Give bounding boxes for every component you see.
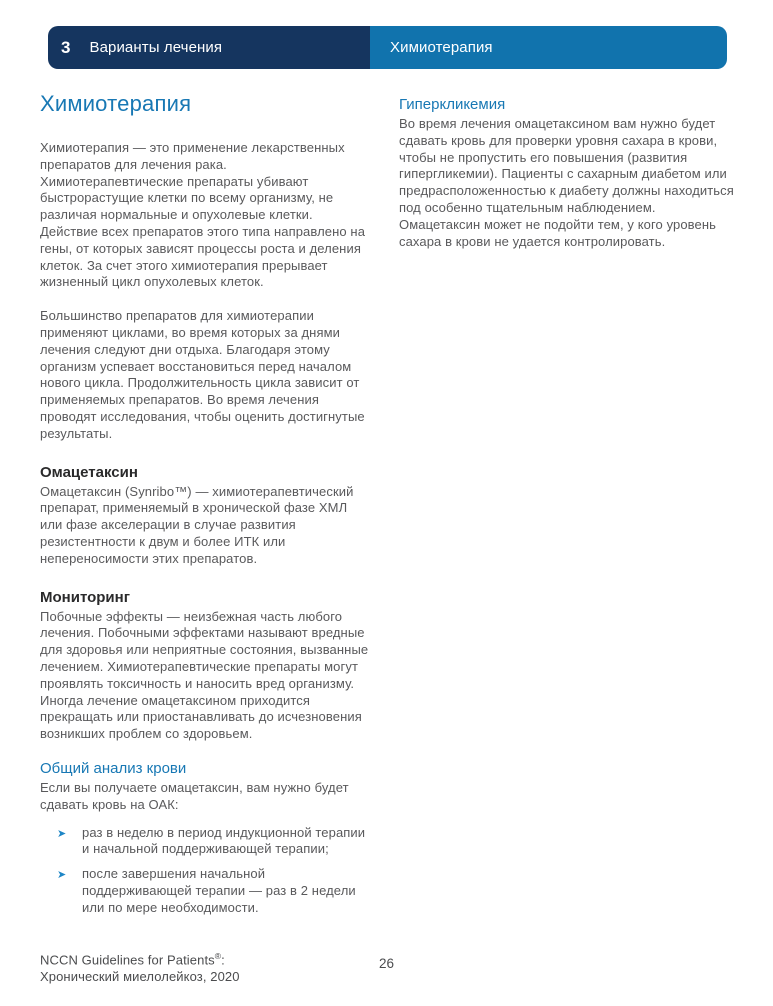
registered-trademark-symbol: ® xyxy=(214,951,222,961)
footer-publication-colon: : xyxy=(221,952,225,968)
footer-subtitle: Хронический миелолейкоз, 2020 xyxy=(40,969,240,985)
list-item xyxy=(57,866,372,916)
hyperglycemia-body: Во время лечения омацетаксином вам нужно будет сдавать кровь для проверки уровня сахара в крови, чтобы не пропустить его повышения (развития гипергликемии). Пациенты с сахарным диабетом или предрасположенностью к диабету должны находиться под особенно тщательным наблюдением. Омацетаксин может не подойти тем, у кого уровень сахара в крови не удается контролировать. xyxy=(399,116,734,249)
chapter-title: Варианты лечения xyxy=(89,39,223,56)
subheading-cbc: Общий анализ крови xyxy=(40,759,187,777)
bullet-arrow-icon: ➤ xyxy=(57,869,67,882)
section-title: Химиотерапия xyxy=(390,39,493,56)
section-body-omacetaxine: Омацетаксин (Synribo™) — химиотерапевтический препарат, применяемый в хронической фазе ХМЛ или фазе акселерации в случае развития резистентности к двум и более ИТК или непереносимости этих препаратов. xyxy=(40,483,354,566)
list-item xyxy=(57,825,372,859)
bullet-arrow-icon: ➤ xyxy=(57,827,67,840)
cbc-bullet-list xyxy=(40,825,372,917)
intro-paragraph-2: Большинство препаратов для химиотерапии применяют циклами, во время которых за днями лечения следуют дни отдыха. Благодаря этому организм успевает восстановиться перед началом нового цикла. Продолжительность цикла зависит от применяемых препаратов. Во время лечения проводят исследования, чтобы оценить достигнутые результаты. xyxy=(40,308,365,441)
chapter-header-bar xyxy=(48,26,727,69)
subheading-hyperglycemia: Гиперкликемия xyxy=(399,96,506,113)
footer-publication xyxy=(40,948,240,985)
page-content xyxy=(40,91,739,924)
right-column xyxy=(399,91,739,924)
section-body-monitoring: Побочные эффекты — неизбежная часть любого лечения. Побочными эффектами называют вредные для здоровья или неприятные состояния, вызванные лечением. Химиотерапевтические препараты могут проявлять токсичность и наносить вред организму. Иногда лечение омацетаксином приходится прекращать или приостанавливать до исчезновения возникших проблем со здоровьем. xyxy=(40,608,369,742)
left-column xyxy=(40,91,372,924)
page-title: Химиотерапия xyxy=(40,91,192,116)
bullet-text: после завершения начальной поддерживающей терапии — раз в 2 недели или по мере необходимости. xyxy=(82,866,356,915)
bullet-text: раз в неделю в период индукционной терапии и начальной поддерживающей терапии; xyxy=(82,824,366,857)
cbc-intro: Если вы получаете омацетаксин, вам нужно будет сдавать кровь на ОАК: xyxy=(40,779,349,812)
intro-paragraph-1: Химиотерапия — это применение лекарственных препаратов для лечения рака. Химиотерапевтические препараты убивают быстрорастущие клетки по всему организму, не различая нормальные и опухолевые клетки. Действие всех препаратов этого типа направлено на гены, от которых зависят процессы роста и деления клеток. За счет этого химиотерапия прерывает жизненный цикл опухолевых клеток. xyxy=(40,140,366,290)
footer-publication-name: NCCN Guidelines for Patients xyxy=(40,952,215,968)
section-heading-monitoring: Мониторинг xyxy=(40,588,130,606)
page-number: 26 xyxy=(378,956,395,971)
section-tab xyxy=(370,26,727,69)
chapter-tab xyxy=(48,26,370,69)
section-heading-omacetaxine: Омацетаксин xyxy=(40,463,138,481)
chapter-number: 3 xyxy=(61,37,71,57)
